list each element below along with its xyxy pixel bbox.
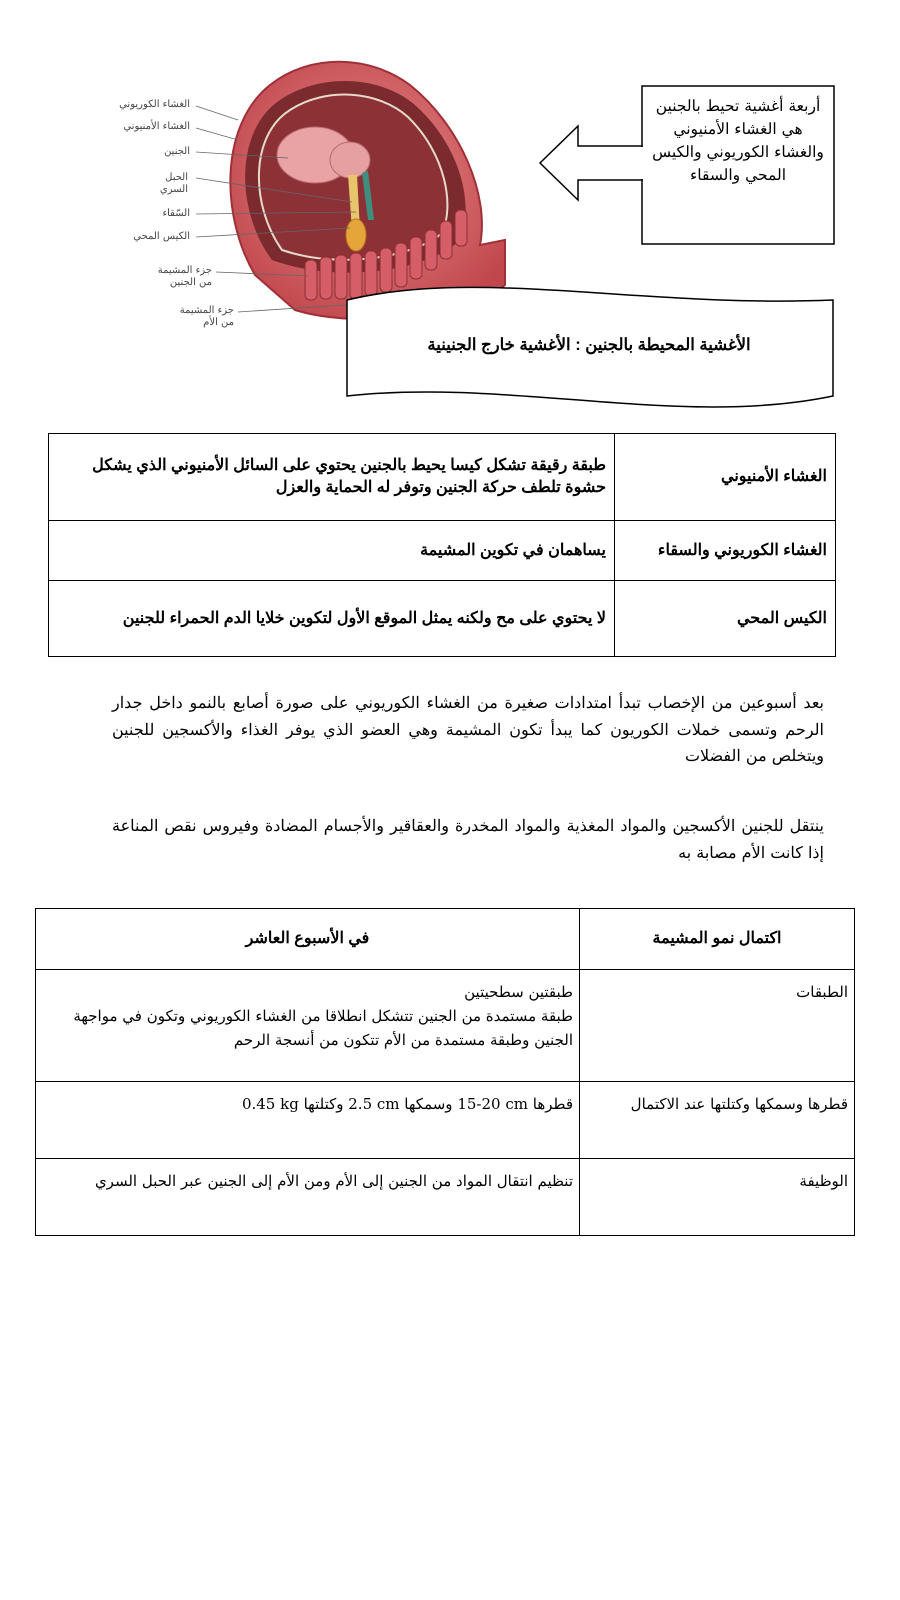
size-value [36,1082,580,1159]
label-yolk-sac: الكيس المحي [133,231,190,242]
membrane-desc: طبقة رقيقة تشكل كيسا يحيط بالجنين يحتوي على السائل الأمنيوني الذي يشكل حشوة تلطف حركة الجنين وتوفر له الحماية والعزل [49,434,615,521]
membranes-table [48,433,836,657]
membrane-name: الغشاء الكوريوني والسقاء [615,521,836,581]
label-maternal-placenta: جزء المشيمة من الأم [179,305,234,328]
label-amnion: الغشاء الأمنيوني [123,121,190,132]
membrane-desc: يساهمان في تكوين المشيمة [49,521,615,581]
size-label: قطرها وسمكها وكتلتها عند الاكتمال [580,1082,855,1159]
label-fetal-placenta: جزء المشيمة من الجنين [157,265,212,288]
table-row [49,521,836,581]
layers-label: الطبقات [580,970,855,1082]
table-row [36,1082,855,1159]
size-text-3: وكتلتها [303,1095,344,1113]
table-row [49,434,836,521]
size-text-1: قطرها [532,1095,573,1113]
thickness-value: 2.5 cm [348,1095,400,1113]
function-value: تنظيم انتقال المواد من الجنين إلى الأم ومن الأم إلى الجنين عبر الحبل السري [36,1159,580,1236]
paragraph-placenta-formation: بعد أسبوعين من الإخصاب تبدأ امتدادات صغيرة من الغشاء الكوريوني على صورة أصابع بالنمو داخل جدار الرحم وتسمى خملات الكوريون كما يبدأ تكون المشيمة وهي العضو الذي يوفر الغذاء والأكسجين للجنين ويتخلص من الفضلات [112,693,824,765]
diameter-value: 15-20 cm [457,1095,528,1113]
paragraph-substances: ينتقل للجنين الأكسجين والمواد المغذية والمواد المخدرة والعقاقير والأجسام المضادة وفيروس نقص المناعة إذا كانت الأم مصابة به [112,816,824,862]
mass-value: 0.45 kg [241,1095,299,1113]
table-row [36,909,855,970]
membrane-desc: لا يحتوي على مح ولكنه يمثل الموقع الأول لتكوين خلايا الدم الحمراء للجنين [49,581,615,657]
layers-value [36,970,580,1082]
layers-line-1: طبقتين سطحيتين [464,983,573,1001]
label-umbilical-cord: الحبل السري [159,172,188,195]
banner-title: الأغشية المحيطة بالجنين : الأغشية خارج الجنينية [427,336,751,354]
header-value: في الأسبوع العاشر [36,909,580,970]
layers-line-2: طبقة مستمدة من الجنين تتشكل انطلاقا من الغشاء الكوريوني وتكون في مواجهة الجنين وطبقة مستمدة من الأم تتكون من أنسجة الرحم [73,1007,573,1049]
size-text-2: وسمكها [404,1095,453,1113]
membrane-name: الكيس المحي [615,581,836,657]
label-embryo: الجنين [164,146,190,157]
placenta-table [35,908,855,1236]
label-allantois: السّقاء [162,208,190,219]
table-row [36,970,855,1082]
membrane-name: الغشاء الأمنيوني [615,434,836,521]
callout-text: أربعة أغشية تحيط بالجنين هي الغشاء الأمنيوني والغشاء الكوريوني والكيس المحي والسقاء [652,97,824,184]
function-label: الوظيفة [580,1159,855,1236]
table-row [49,581,836,657]
label-chorion: الغشاء الكوريوني [119,99,190,110]
table-row [36,1159,855,1236]
header-label: اكتمال نمو المشيمة [580,909,855,970]
